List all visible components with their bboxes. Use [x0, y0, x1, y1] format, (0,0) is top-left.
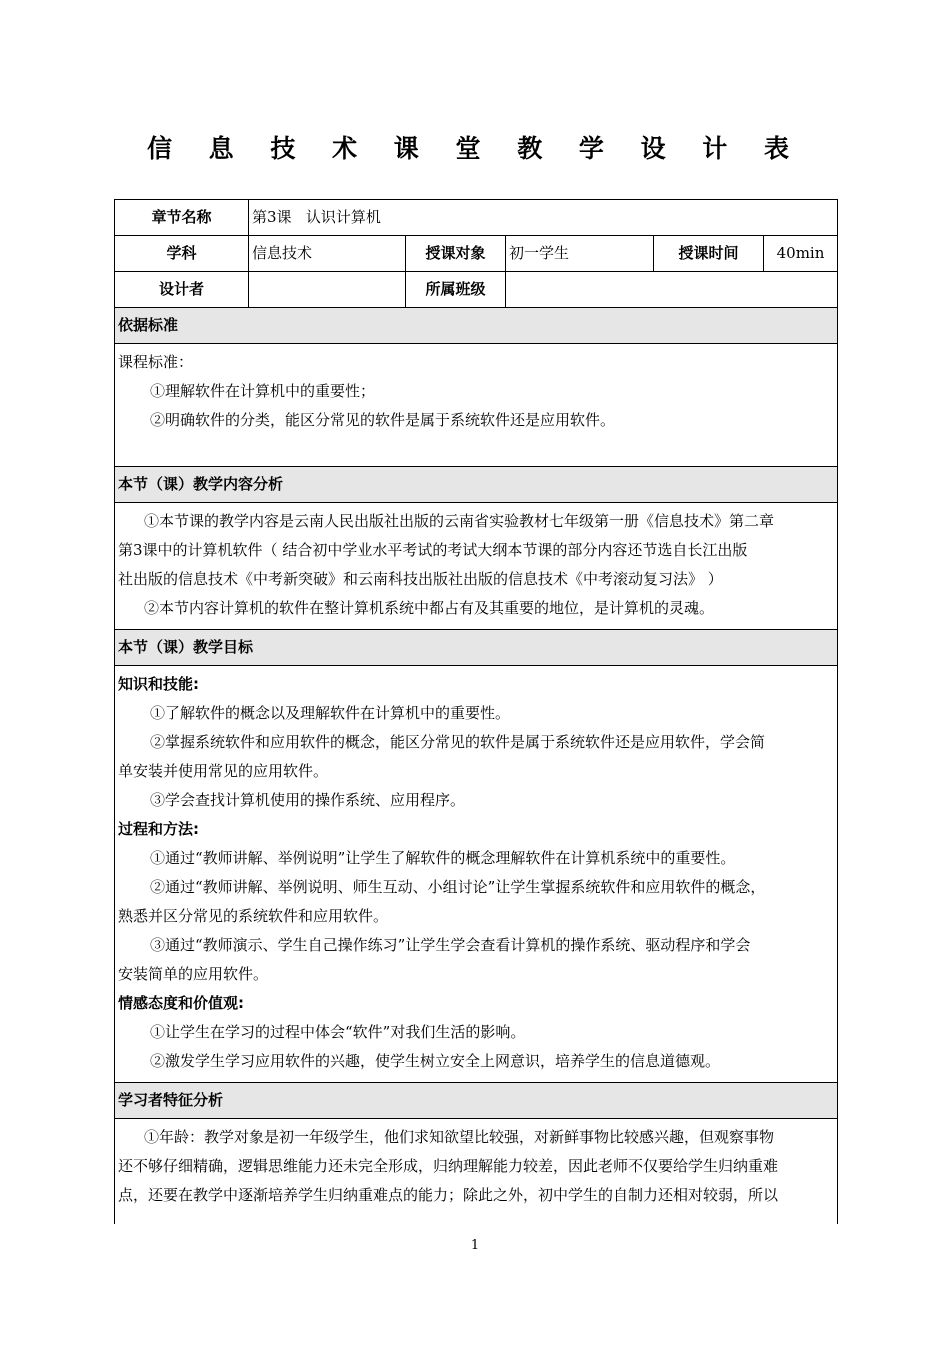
- page-number: 1: [470, 1238, 480, 1253]
- emotion-line: ②激发学生学习应用软件的兴趣，使学生树立安全上网意识，培养学生的信息道德观。: [150, 1052, 721, 1070]
- content-line: 第3课中的计算机软件（ 结合初中学业水平考试的考试大纲本节课的部分内容还节选自长江出版: [118, 541, 748, 559]
- content-heading-row: [115, 467, 838, 503]
- goals-body: [115, 666, 838, 1083]
- knowledge-line: 单安装并使用常见的应用软件。: [118, 762, 329, 780]
- class-value: [506, 272, 838, 308]
- chapter-row: [115, 200, 838, 236]
- designer-row: [115, 272, 838, 308]
- time-label: 授课时间: [654, 236, 764, 272]
- standard-line: 课程标准：: [118, 353, 194, 371]
- time-value: 40min: [764, 236, 838, 272]
- chapter-label: 章节名称: [115, 200, 249, 236]
- standard-line: ②明确软件的分类，能区分常见的软件是属于系统软件还是应用软件。: [150, 411, 616, 429]
- content-body-row: [115, 503, 838, 630]
- subject-row: [115, 236, 838, 272]
- goals-heading-row: [115, 630, 838, 666]
- learner-line: ①年龄：教学对象是初一年级学生，他们求知欲望比较强，对新鲜事物比较感兴趣，但观察事物: [144, 1128, 775, 1146]
- standard-body-row: [115, 344, 838, 467]
- standard-heading-row: [115, 308, 838, 344]
- content-heading: 本节（课）教学内容分析: [115, 467, 838, 503]
- document-title: 信 息 技 术 课 堂 教 学 设 计 表: [146, 134, 804, 163]
- lesson-design-table: [114, 199, 838, 1274]
- audience-label: 授课对象: [406, 236, 506, 272]
- subject-label: 学科: [115, 236, 249, 272]
- learner-line: 还不够仔细精确，逻辑思维能力还未完全形成，归纳理解能力较差，因此老师不仅要给学生归纳重难: [118, 1157, 779, 1175]
- class-label: 所属班级: [406, 272, 506, 308]
- process-line: ②通过“教师讲解、举例说明、师生互动、小组讨论”让学生掌握系统软件和应用软件的概念，: [150, 878, 766, 896]
- chapter-value: 第3课 认识计算机: [249, 200, 838, 236]
- learner-heading: 学习者特征分析: [115, 1083, 838, 1119]
- standard-body: [115, 344, 838, 467]
- content-line: 社出版的信息技术《中考新突破》和云南科技出版社出版的信息技术《中考滚动复习法》 ）: [118, 570, 723, 588]
- designer-label: 设计者: [115, 272, 249, 308]
- knowledge-title: 知识和技能:: [118, 675, 199, 693]
- content-line: ②本节内容计算机的软件在整计算机系统中都占有及其重要的地位，是计算机的灵魂。: [144, 599, 715, 617]
- emotion-title: 情感态度和价值观:: [118, 994, 244, 1012]
- learner-line: 点，还要在教学中逐渐培养学生归纳重难点的能力；除此之外，初中学生的自制力还相对较弱，所以: [118, 1186, 779, 1204]
- content-line: ①本节课的教学内容是云南人民出版社出版的云南省实验教材七年级第一册《信息技术》第二章: [144, 512, 775, 530]
- designer-value: [249, 272, 406, 308]
- process-line: 安装简单的应用软件。: [118, 965, 269, 983]
- knowledge-line: ③学会查找计算机使用的操作系统、应用程序。: [150, 791, 466, 809]
- content-body: [115, 503, 838, 630]
- standard-line: ①理解软件在计算机中的重要性；: [150, 382, 376, 400]
- emotion-line: ①让学生在学习的过程中体会“软件”对我们生活的影响。: [150, 1023, 526, 1041]
- standard-heading: 依据标准: [115, 308, 838, 344]
- goals-body-row: [115, 666, 838, 1083]
- process-line: 熟悉并区分常见的系统软件和应用软件。: [118, 907, 389, 925]
- knowledge-line: ②掌握系统软件和应用软件的概念，能区分常见的软件是属于系统软件还是应用软件，学会简: [150, 733, 766, 751]
- learner-heading-row: [115, 1083, 838, 1119]
- process-line: ①通过“教师讲解、举例说明”让学生了解软件的概念理解软件在计算机系统中的重要性。: [150, 849, 736, 867]
- process-title: 过程和方法:: [118, 820, 199, 838]
- knowledge-line: ①了解软件的概念以及理解软件在计算机中的重要性。: [150, 704, 511, 722]
- goals-heading: 本节（课）教学目标: [115, 630, 838, 666]
- process-line: ③通过“教师演示、学生自己操作练习”让学生学会查看计算机的操作系统、驱动程序和学会: [150, 936, 751, 954]
- subject-value: 信息技术: [249, 236, 406, 272]
- audience-value: 初一学生: [506, 236, 654, 272]
